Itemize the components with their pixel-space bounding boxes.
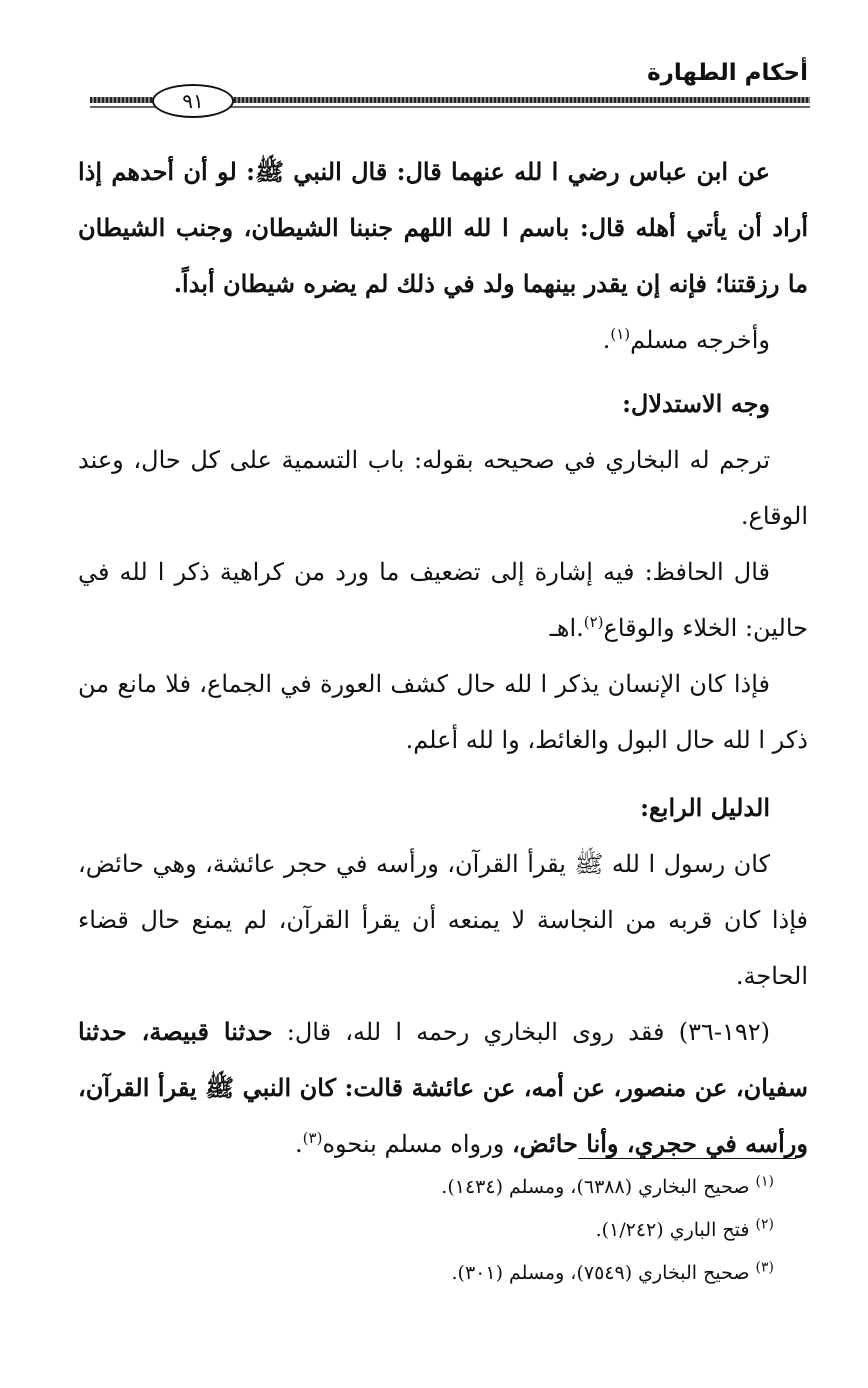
footnote-3 <box>102 1252 802 1295</box>
inference-paragraph-1: ترجم له البخاري في صحيحه بقوله: باب التسمية على كل حال، وعند الوقاع. <box>78 446 808 530</box>
inference-heading: وجه الاستدلال: <box>622 389 770 418</box>
narration-end: . <box>295 1130 303 1158</box>
footnote-ref-1[interactable]: (١) <box>610 325 631 343</box>
footnote-text: فتح الباري (١/٢٤٢). <box>595 1219 750 1241</box>
inference-paragraph-3: فإذا كان الإنسان يذكر ا لله حال كشف العورة في الجماع، فلا مانع من ذكر ا لله حال البول والغائط، وا لله أعلم. <box>78 670 808 754</box>
hadith-paragraph: عن ابن عباس رضي ا لله عنهما قال: قال النبي ﷺ: لو أن أحدهم إذا أراد أن يأتي أهله قال: باسم ا لله اللهم جنبنا الشيطان، وجنب الشيطان ما رزقتنا؛ فإنه إن يقدر بينهما ولد في ذلك لم يضره شيطان أبداً. <box>78 157 808 298</box>
running-header-title: أحكام الطهارة <box>647 60 808 86</box>
narration-source: ورواه مسلم بنحوه <box>322 1130 505 1158</box>
fourth-evidence-paragraph: كان رسول ا لله ﷺ يقرأ القرآن، ورأسه في حجر عائشة، وهي حائض، فإذا كان قربه من النجاسة لا يمنعه أن يقرأ القرآن، لم يمنع حال قضاء الحاجة. <box>78 850 809 990</box>
footnote-ref-2[interactable]: (٢) <box>583 613 604 631</box>
footnote-text: صحيح البخاري (٦٣٨٨)، ومسلم (١٤٣٤). <box>441 1176 750 1198</box>
narration-intro: (١٩٢-٣٦) فقد روى البخاري رحمه ا لله، قال: <box>286 1018 770 1046</box>
footnote-separator <box>578 1158 796 1159</box>
page-number: ٩١ <box>152 84 234 118</box>
hadith-source-line: وأخرجه مسلم$^{(١)}$. <box>602 325 770 354</box>
footnote-ref-3[interactable]: (٣) <box>302 1129 323 1147</box>
inference-paragraph-2 <box>78 544 808 656</box>
hadith-source: وأخرجه مسلم <box>630 326 770 354</box>
footnote-text: صحيح البخاري (٧٥٤٩)، ومسلم (٣٠١). <box>451 1262 750 1284</box>
inference-paragraph-2-end: .اهـ <box>549 614 584 642</box>
narration-paragraph <box>78 1004 808 1172</box>
footnote-number: (١) <box>755 1173 774 1190</box>
footnotes <box>102 1166 802 1295</box>
footnote-2 <box>102 1209 802 1252</box>
footnote-number: (٢) <box>755 1216 774 1233</box>
footnote-1 <box>102 1166 802 1209</box>
narration-chain: حدثنا قبيصة، حدثنا سفيان، عن منصور، عن أمه، عن عائشة قالت: كان النبي ﷺ يقرأ القرآن، ورأسه في حجري، وأنا حائض، <box>78 1017 808 1158</box>
footnote-number: (٣) <box>755 1259 774 1276</box>
inference-paragraph-2-text: قال الحافظ: فيه إشارة إلى تضعيف ما ورد من كراهية ذكر ا لله في حالين: الخلاء والوقاع <box>78 558 808 642</box>
fourth-evidence-heading: الدليل الرابع: <box>640 793 770 822</box>
page-body <box>78 144 808 1172</box>
